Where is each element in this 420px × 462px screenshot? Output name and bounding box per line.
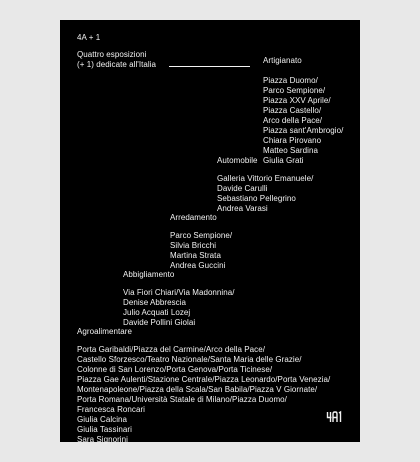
section-title: Arredamento: [170, 213, 217, 222]
list-item: Andrea Guccini: [170, 261, 226, 270]
list-item: Piazza Gae Aulenti/Stazione Centrale/Piazza Leonardo/Porta Venezia/: [77, 375, 331, 384]
list-item: Via Fiori Chiari/Via Madonnina/: [123, 288, 235, 297]
list-item: Porta Romana/Università Statale di Milano/Piazza Duomo/: [77, 395, 287, 404]
4a1-logo-icon: [326, 409, 342, 425]
list-item: Piazza Castello/: [263, 106, 322, 115]
poster-title: 4A + 1: [77, 33, 101, 42]
list-item: Andrea Varasi: [217, 204, 268, 213]
list-item: Silvia Bricchi: [170, 241, 217, 250]
list-item: Porta Garibaldi/Piazza del Carmine/Arco della Pace/: [77, 345, 265, 354]
list-item: Parco Sempione/: [263, 86, 326, 95]
subtitle-line-2: (+ 1) dedicate all'Italia: [77, 60, 157, 69]
list-item: Giulia Tassinari: [77, 425, 132, 434]
section-title: Artigianato: [263, 56, 302, 65]
list-item: Arco della Pace/: [263, 116, 323, 125]
list-item: Parco Sempione/: [170, 231, 233, 240]
list-item: Giulia Calcina: [77, 415, 128, 424]
list-item: Chiara Pirovano: [263, 136, 322, 145]
list-item: Colonne di San Lorenzo/Porta Genova/Porta Ticinese/: [77, 365, 273, 374]
section-automobile-list: [217, 174, 313, 214]
poster-subtitle: [77, 50, 156, 70]
section-arredamento-list: [170, 231, 232, 271]
connector-rule: [169, 66, 250, 67]
section-agroalimentare-list: [77, 345, 330, 445]
section-title: Automobile: [217, 156, 258, 165]
list-item: Julio Acquati Lozej: [123, 308, 191, 317]
list-item: Giulia Grati: [263, 156, 304, 165]
section-artigianato-list: [263, 76, 343, 166]
list-item: Martina Strata: [170, 251, 221, 260]
list-item: Piazza XXV Aprile/: [263, 96, 331, 105]
section-title: Abbigliamento: [123, 270, 175, 279]
list-item: Francesca Roncari: [77, 405, 145, 414]
list-item: Matteo Sardina: [263, 146, 318, 155]
section-arredamento: [170, 213, 217, 223]
list-item: Denise Abbrescia: [123, 298, 187, 307]
section-artigianato: [263, 56, 302, 66]
list-item: Davide Carulli: [217, 184, 268, 193]
section-agroalimentare: [77, 327, 132, 337]
list-item: Montenapoleone/Piazza della Scala/San Babila/Piazza V Giornate/: [77, 385, 318, 394]
poster: [60, 20, 360, 442]
subtitle-line-1: Quattro esposizioni: [77, 50, 147, 59]
list-item: Piazza Duomo/: [263, 76, 318, 85]
list-item: Galleria Vittorio Emanuele/: [217, 174, 314, 183]
header: [77, 33, 100, 43]
list-item: Davide Pollini Giolai: [123, 318, 196, 327]
list-item: Castello Sforzesco/Teatro Nazionale/Santa Maria delle Grazie/: [77, 355, 302, 364]
section-abbigliamento: [123, 270, 174, 280]
list-item: Piazza sant'Ambrogio/: [263, 126, 344, 135]
section-title: Agroalimentare: [77, 327, 132, 336]
list-item: Sara Signorini: [77, 435, 128, 444]
section-automobile: [217, 156, 258, 166]
list-item: Sebastiano Pellegrino: [217, 194, 296, 203]
section-abbigliamento-list: [123, 288, 235, 328]
